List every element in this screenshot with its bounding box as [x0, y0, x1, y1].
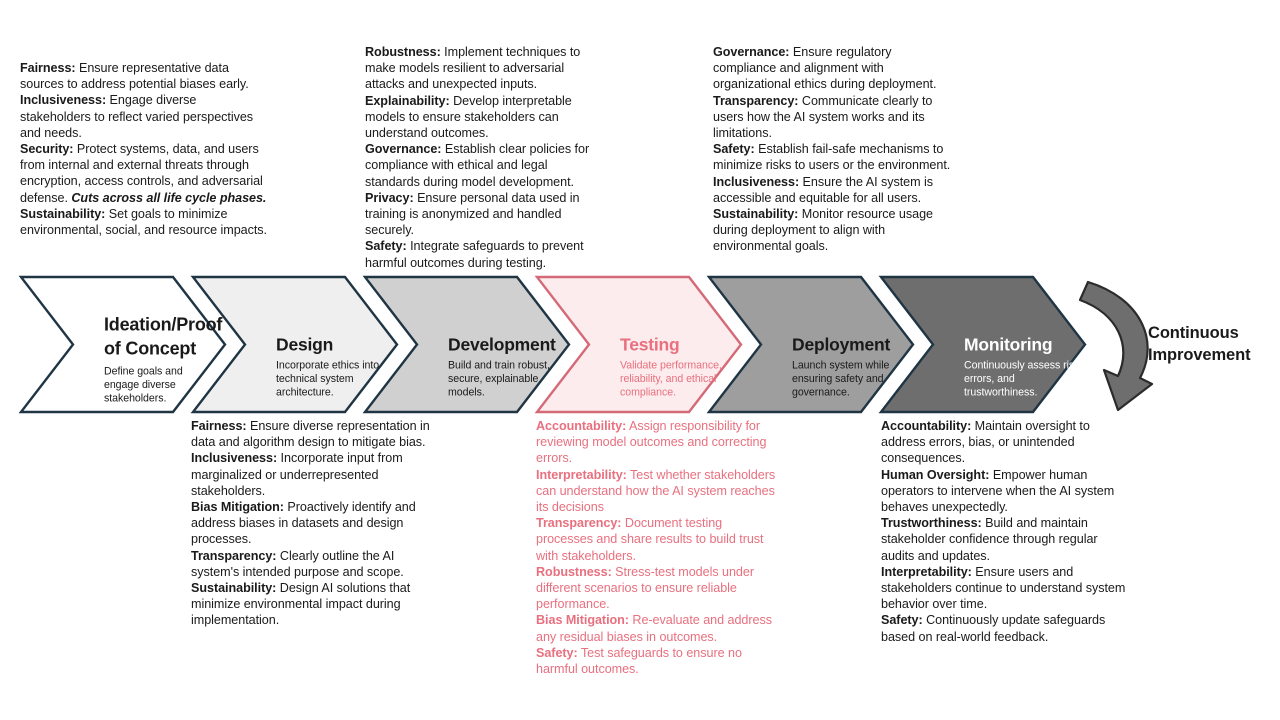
note-text: Document testing processes and share results to build trust with stakeholders.	[536, 516, 764, 563]
note-term: Sustainability:	[20, 206, 106, 221]
note-emphasis: Cuts across all life cycle phases.	[71, 190, 267, 205]
chevron-title-line2-ideation: of Concept	[104, 338, 196, 359]
chevron-diagram-svg	[0, 270, 1280, 420]
note-term: Bias Mitigation:	[536, 613, 629, 628]
note-term: Trustworthiness:	[881, 516, 982, 531]
chevron-subtitle-ideation: stakeholders.	[104, 392, 167, 405]
chevron-subtitle-testing: reliability, and ethical	[620, 373, 717, 386]
note-term: Accountability:	[536, 419, 627, 433]
chevron-subtitle-design: architecture.	[276, 386, 334, 399]
chevron-subtitle-development: secure, explainable	[448, 373, 539, 386]
note-text: Protect systems, data, and users from internal and external threats through encryption, access controls, and adversarial defense.	[20, 142, 263, 205]
chevron-subtitle-testing: compliance.	[620, 386, 676, 399]
note-term: Inclusiveness:	[713, 174, 800, 189]
note-text: Implement techniques to make models resilient to adversarial attacks and unexpected inputs.	[365, 45, 581, 92]
note-text: Test whether stakeholders can understand how the AI system reaches its decisions	[536, 467, 776, 515]
note-item	[713, 141, 958, 173]
note-term: Transparency:	[536, 516, 622, 531]
note-term: Fairness:	[191, 419, 247, 433]
note-term: Interpretability:	[881, 564, 972, 579]
chevron-subtitle-design: Incorporate ethics into	[276, 359, 380, 372]
note-item	[20, 141, 270, 206]
continuous-improvement-label	[1148, 322, 1278, 366]
ci-label-line1: Continuous	[1148, 324, 1239, 342]
chevron-subtitle-deployment: Launch system while	[792, 359, 890, 372]
note-text: Integrate safeguards to prevent harmful outcomes during testing.	[365, 239, 584, 270]
note-text: Engage diverse stakeholders to reflect varied perspectives and needs.	[20, 93, 254, 140]
note-text: Re-evaluate and address any residual biases in outcomes.	[536, 613, 772, 644]
chevron-subtitle-deployment: governance.	[792, 386, 850, 399]
note-item	[536, 467, 779, 516]
note-item	[713, 206, 958, 255]
note-term: Governance:	[713, 45, 790, 59]
lifecycle-chevron-band	[0, 270, 1280, 420]
chevron-subtitle-ideation: Define goals and	[104, 365, 183, 378]
note-term: Robustness:	[365, 45, 441, 59]
chevron-title-design: Design	[276, 334, 334, 355]
note-term: Safety:	[365, 239, 407, 254]
note-item	[536, 564, 779, 613]
note-term: Privacy:	[365, 190, 414, 205]
note-term: Human Oversight:	[881, 467, 990, 482]
note-text: Ensure users and stakeholders continue to understand system behavior over time.	[881, 564, 1126, 612]
note-item	[536, 645, 779, 677]
chevron-title-development: Development	[448, 334, 556, 355]
note-item	[881, 612, 1127, 644]
note-term: Safety:	[713, 142, 755, 157]
note-term: Sustainability:	[191, 581, 277, 596]
note-text: Build and maintain stakeholder confidence through regular audits and updates.	[881, 516, 1098, 563]
note-block-ideation-top	[20, 60, 270, 238]
note-item	[365, 190, 603, 239]
note-block-design-bottom	[191, 418, 439, 629]
chevron-subtitle-development: models.	[448, 386, 485, 399]
continuous-improvement-arrow	[1080, 282, 1152, 410]
note-item	[536, 515, 779, 564]
chevron-subtitle-deployment: ensuring safety and	[792, 373, 884, 386]
note-text: Design AI solutions that minimize environmental impact during implementation.	[191, 581, 411, 628]
note-term: Security:	[20, 142, 74, 157]
note-term: Interpretability:	[536, 467, 627, 482]
note-item	[536, 418, 779, 467]
chevron-subtitle-ideation: engage diverse	[104, 379, 176, 392]
note-item	[191, 548, 439, 580]
note-item	[20, 206, 270, 238]
note-item	[713, 174, 958, 206]
note-item	[191, 418, 439, 450]
note-item	[713, 44, 958, 93]
note-item	[536, 612, 779, 644]
note-item	[191, 450, 439, 499]
note-term: Transparency:	[191, 548, 277, 563]
note-item	[881, 515, 1127, 564]
note-block-monitoring-bottom	[881, 418, 1127, 645]
note-text: Set goals to minimize environmental, social, and resource impacts.	[20, 206, 267, 238]
note-term: Sustainability:	[713, 207, 799, 222]
note-text: Monitor resource usage during deployment to align with environmental goals.	[713, 207, 933, 254]
note-item	[881, 418, 1127, 467]
note-item	[365, 44, 603, 93]
note-text: Assign responsibility for reviewing model outcomes and correcting errors.	[536, 419, 767, 466]
note-text: Ensure diverse representation in data and algorithm design to mitigate bias.	[191, 419, 430, 450]
note-term: Fairness:	[20, 61, 76, 75]
note-text: Incorporate input from marginalized or underrepresented stakeholders.	[191, 451, 403, 498]
chevron-title-ideation: Ideation/Proof	[104, 314, 223, 335]
chevron-title-deployment: Deployment	[792, 334, 891, 355]
note-item	[191, 580, 439, 629]
note-text: Empower human operators to intervene when the AI system behaves unexpectedly.	[881, 467, 1115, 515]
chevron-title-testing: Testing	[620, 334, 680, 355]
note-text: Ensure personal data used in training is anonymized and handled securely.	[365, 190, 580, 238]
chevron-subtitle-monitoring: errors, and	[964, 373, 1015, 386]
note-text: Establish clear policies for compliance with ethical and legal standards during model development.	[365, 142, 590, 189]
chevron-subtitle-monitoring: Continuously assess risks,	[964, 359, 1088, 372]
note-text: Ensure the AI system is accessible and equitable for all users.	[713, 174, 933, 205]
note-term: Inclusiveness:	[191, 451, 278, 466]
note-term: Accountability:	[881, 419, 972, 433]
note-text: Proactively identify and address biases in datasets and design processes.	[191, 500, 416, 547]
chevron-subtitle-monitoring: trustworthiness.	[964, 386, 1038, 399]
note-text: Establish fail-safe mechanisms to minimize risks to users or the environment.	[713, 142, 951, 173]
note-item	[20, 92, 270, 141]
chevron-subtitle-testing: Validate performance,	[620, 359, 722, 372]
note-block-testing-bottom	[536, 418, 779, 677]
note-term: Bias Mitigation:	[191, 500, 284, 515]
note-text: Maintain oversight to address errors, bias, or unintended consequences.	[881, 419, 1090, 466]
note-item	[365, 93, 603, 142]
note-item	[191, 499, 439, 548]
note-term: Robustness:	[536, 564, 612, 579]
note-term: Explainability:	[365, 93, 450, 108]
note-text: Communicate clearly to users how the AI system works and its limitations.	[713, 93, 933, 141]
note-text: Stress-test models under different scenarios to ensure reliable performance.	[536, 564, 754, 612]
note-block-development-top	[365, 44, 603, 271]
note-item	[881, 467, 1127, 516]
note-block-deployment-top	[713, 44, 958, 255]
note-item	[365, 238, 603, 270]
note-text: Continuously update safeguards based on real-world feedback.	[881, 613, 1106, 644]
note-term: Safety:	[536, 645, 578, 660]
note-item	[713, 93, 958, 142]
chevron-subtitle-design: technical system	[276, 373, 354, 386]
note-item	[365, 141, 603, 190]
note-text: Clearly outline the AI system's intended purpose and scope.	[191, 548, 404, 579]
note-item	[20, 60, 270, 92]
ci-label-line2: Improvement	[1148, 346, 1251, 364]
chevron-title-monitoring: Monitoring	[964, 334, 1053, 355]
note-term: Safety:	[881, 613, 923, 628]
note-item	[881, 564, 1127, 613]
note-term: Inclusiveness:	[20, 93, 107, 108]
note-text: Develop interpretable models to ensure stakeholders can understand outcomes.	[365, 93, 572, 141]
note-term: Transparency:	[713, 93, 799, 108]
chevron-subtitle-development: Build and train robust,	[448, 359, 550, 372]
note-text: Ensure regulatory compliance and alignment with organizational ethics during deployment.	[713, 45, 937, 92]
note-text: Ensure representative data sources to address potential biases early.	[20, 61, 249, 92]
note-term: Governance:	[365, 142, 442, 157]
note-text: Test safeguards to ensure no harmful outcomes.	[536, 645, 742, 677]
